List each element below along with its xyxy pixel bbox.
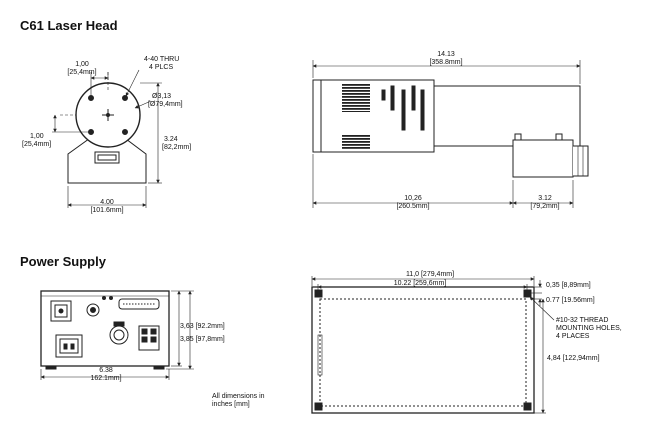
ps-front-height-b-label: 3,85 [97,8mm] (180, 336, 225, 343)
round-connector-icon (110, 326, 128, 344)
ps-front-width-label: 6.38 162.1mm] (90, 367, 122, 382)
laser-side-connector-box (513, 140, 573, 177)
ps-top-thread-note: #10-32 THREAD MOUNTING HOLES, 4 PLACES (556, 317, 622, 340)
laser-side-view (313, 60, 588, 208)
laser-side-body (313, 80, 434, 152)
ps-top-offset-b-label: 0.77 [19.56mm] (546, 297, 595, 304)
ps-front-view (41, 291, 194, 380)
laser-front-window (95, 152, 119, 163)
laser-front-left-offset-label: 1,00 [25,4mm] (22, 133, 52, 148)
units-footnote: All dimensions in inches [mm] (212, 393, 265, 408)
ps-top-offset-a-label: 0,35 [8,89mm] (546, 282, 591, 289)
mount-hole-icon (123, 96, 128, 101)
ps-top-view (312, 276, 554, 413)
laser-head-title: C61 Laser Head (20, 18, 118, 33)
laser-front-base-width-label: 4.00 [101.6mm] (90, 199, 124, 214)
ps-front-height-a-label: 3,63 [92.2mm] (180, 323, 225, 330)
laser-front-height-label: 3.24 [82,2mm] (162, 136, 192, 151)
ps-top-depth-label: 4,84 [122,94mm] (547, 355, 600, 362)
mount-hole-icon (315, 290, 322, 297)
mount-hole-icon (524, 403, 531, 410)
ps-top-overall-label: 11,0 [279,4mm] (405, 271, 455, 278)
laser-side-box-length-label: 3.12 [79,2mm] (530, 195, 560, 210)
laser-front-thread-label: 4-40 THRU 4 PLCS (144, 56, 180, 71)
laser-front-view (52, 70, 162, 208)
laser-front-width-label: 1,00 [25,4mm] (67, 61, 97, 76)
laser-side-length-label: 14.13 [358.8mm] (429, 51, 463, 66)
laser-front-diameter-label: Ø3,13 [Ø79,4mm] (148, 93, 183, 108)
mount-hole-icon (524, 290, 531, 297)
ps-top-outline (312, 287, 534, 413)
power-supply-title: Power Supply (20, 254, 106, 269)
cooling-fins-bottom (342, 134, 370, 150)
mount-hole-icon (123, 130, 128, 135)
ps-top-hole-span-label: 10.22 [259,6mm] (393, 280, 447, 287)
cooling-fins-top (342, 84, 370, 112)
mount-hole-icon (89, 96, 94, 101)
mount-hole-icon (315, 403, 322, 410)
mount-hole-icon (89, 130, 94, 135)
laser-side-body-length-label: 10,26 [260.5mm] (396, 195, 430, 210)
